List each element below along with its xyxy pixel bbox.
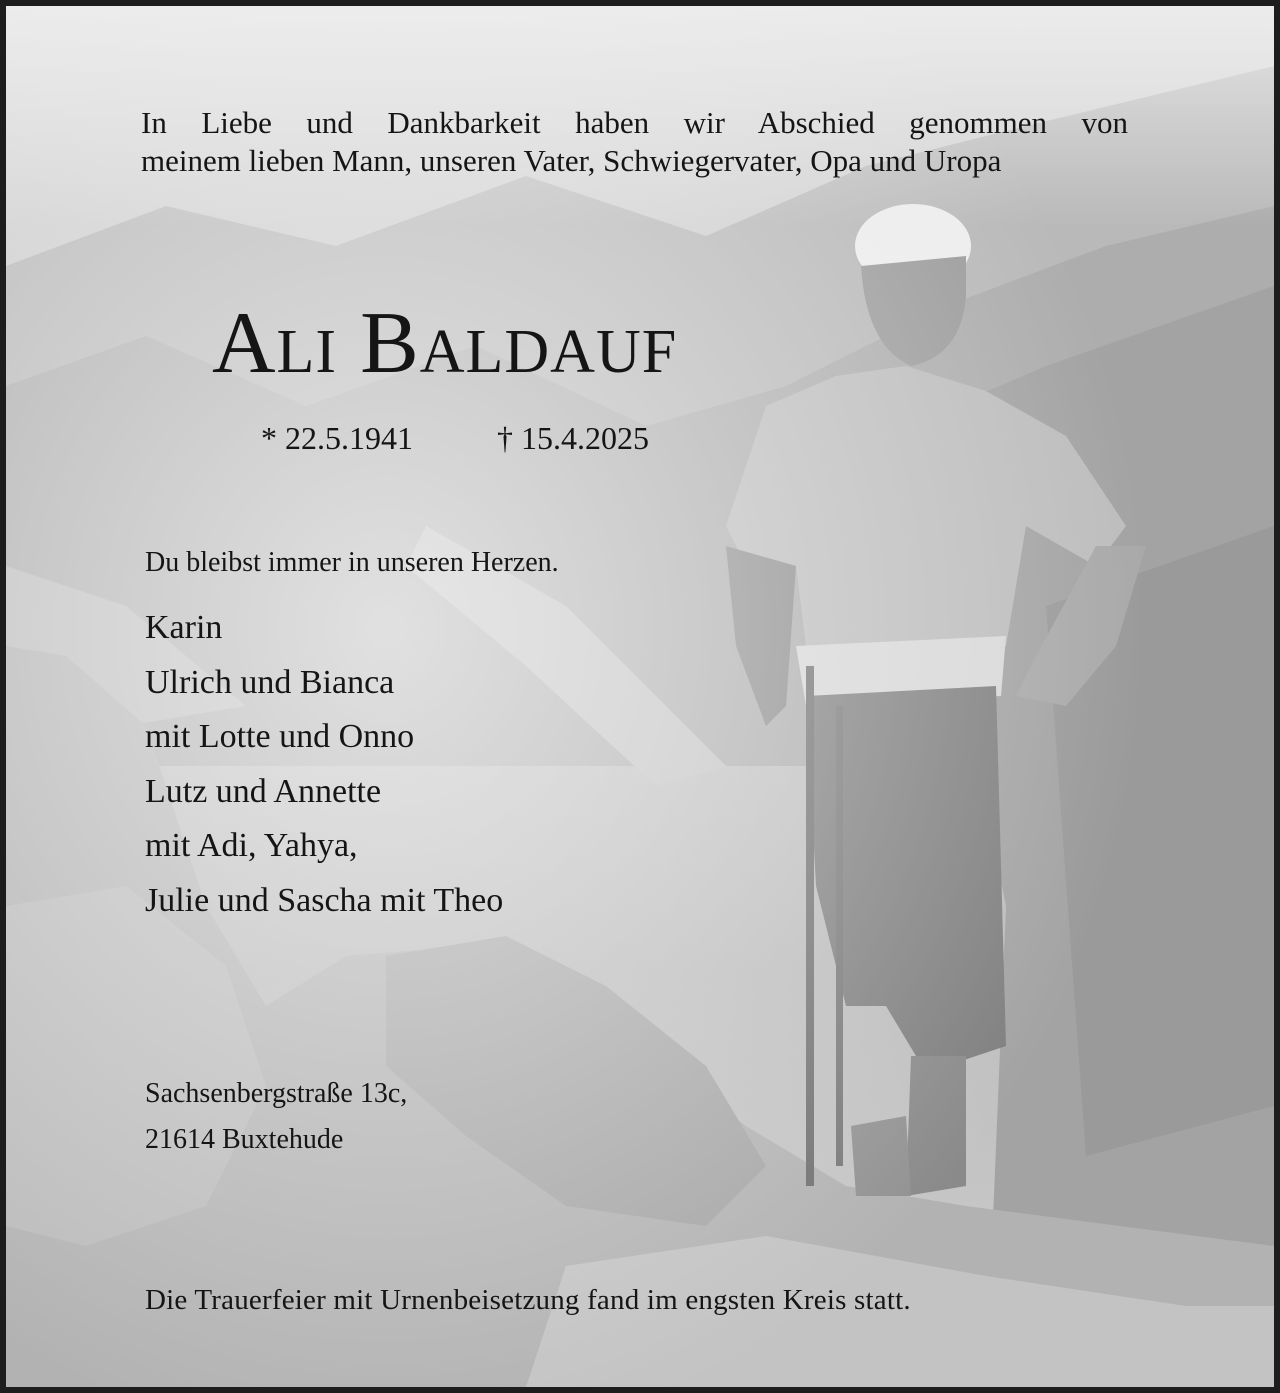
dedication-text: Du bleibst immer in unseren Herzen.	[145, 547, 559, 578]
death-date: † 15.4.2025	[497, 420, 649, 456]
mourner-entry: Ulrich und Bianca	[145, 663, 395, 701]
intro-text	[141, 104, 1128, 180]
mourner-entry: mit Lotte und Onno	[145, 718, 415, 755]
deceased-name: Ali Baldauf	[212, 295, 678, 392]
ceremony-note: Die Trauerfeier mit Urnenbeisetzung fand im engsten Kreis statt.	[145, 1284, 911, 1316]
address-street: Sachsenbergstraße 13c,	[145, 1078, 408, 1109]
mourners-list	[145, 601, 503, 928]
mourner-entry: Julie und Sascha mit Theo	[145, 881, 504, 919]
intro-line-2: meinem lieben Mann, unseren Vater, Schwiegervater, Opa und Uropa	[141, 143, 1002, 178]
birth-date: * 22.5.1941	[261, 420, 413, 456]
mourner-entry: Karin	[145, 609, 223, 646]
mourner-entry: mit Adi, Yahya,	[145, 827, 358, 864]
mourner-entry: Lutz und Annette	[145, 772, 382, 810]
address-block	[145, 1071, 407, 1163]
address-city: 21614 Buxtehude	[145, 1124, 344, 1155]
intro-line-1: In Liebe und Dankbarkeit haben wir Abschied genommen von	[141, 105, 1128, 140]
